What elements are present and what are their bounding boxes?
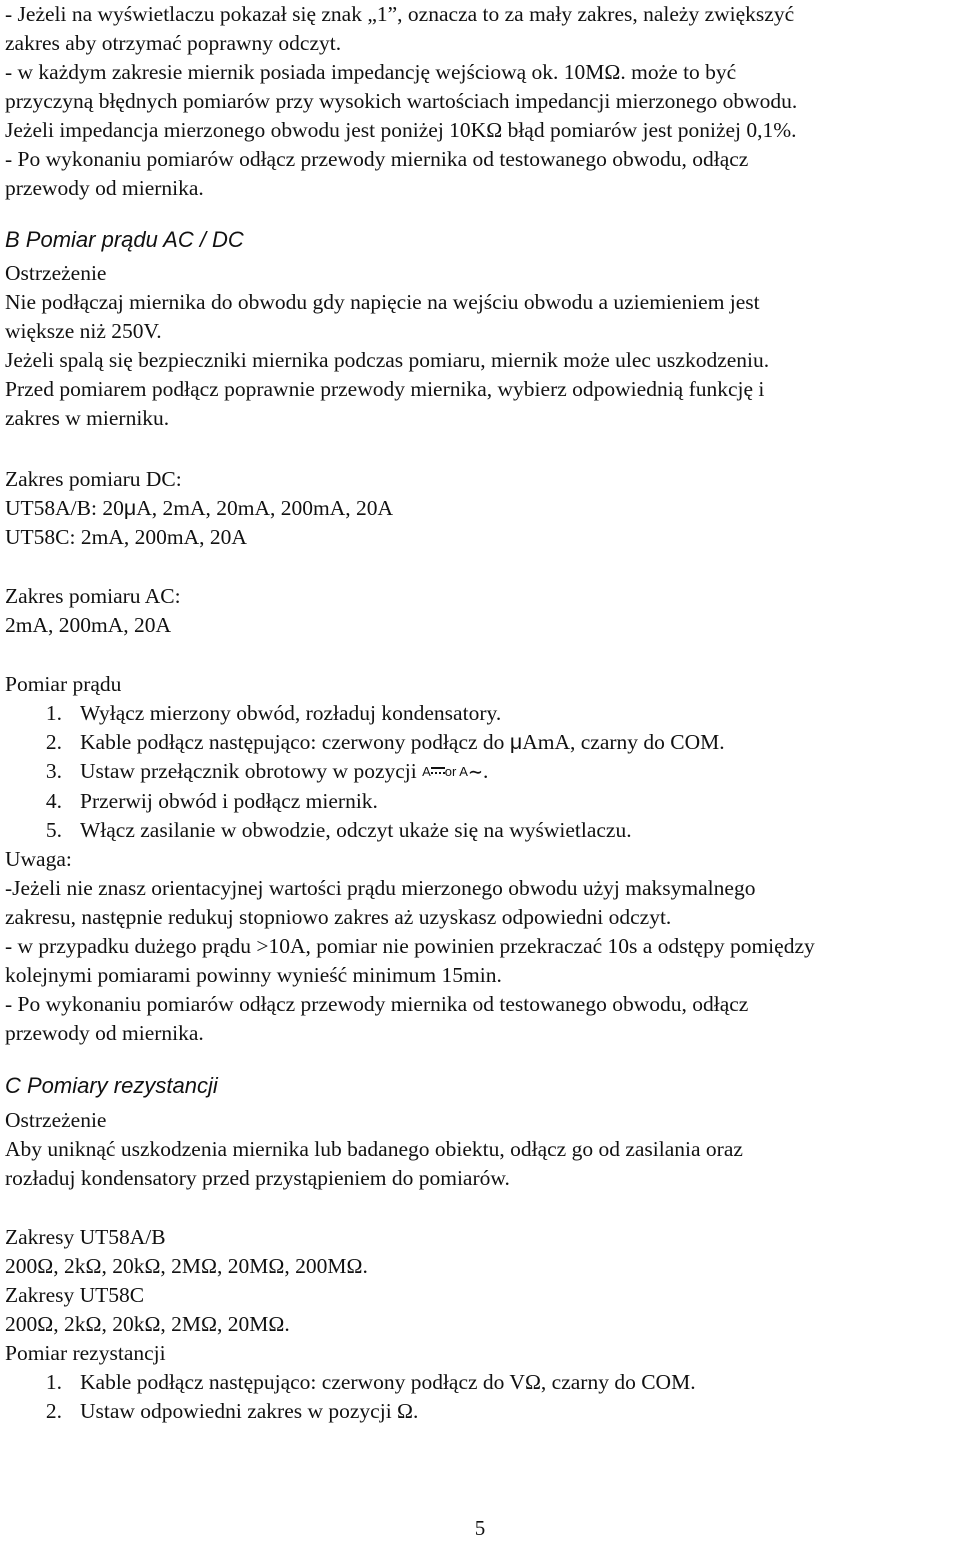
warning-line-4: Przed pomiarem podłącz poprawnie przewody miernika, wybierz odpowiednią funkcję i: [5, 377, 765, 401]
warning-line-2: większe niż 250V.: [5, 319, 162, 343]
ranges-ut58ab-values: 200Ω, 2kΩ, 20kΩ, 2MΩ, 20MΩ, 200MΩ.: [5, 1254, 368, 1278]
warning-line-2: rozładuj kondensatory przed przystąpieniem do pomiarów.: [5, 1166, 510, 1190]
warning-line-5: zakres w mierniku.: [5, 406, 170, 430]
dc-ut58ab-prefix: UT58A/B: 20: [5, 496, 124, 520]
dc-current-icon: A or A: [422, 764, 468, 779]
dc-ut58c: UT58C: 2mA, 200mA, 20A: [5, 525, 247, 549]
warning-line-1: Aby uniknąć uszkodzenia miernika lub badanego obiektu, odłącz go od zasilania oraz: [5, 1137, 743, 1161]
dc-title: Zakres pomiaru DC:: [5, 467, 182, 491]
intro-block: [5, 0, 797, 203]
current-procedure: [5, 670, 815, 1048]
dc-ranges: [5, 465, 393, 552]
ranges-ut58c-values: 200Ω, 2kΩ, 20kΩ, 2MΩ, 20MΩ.: [5, 1312, 290, 1336]
step-text: Wyłącz mierzony obwód, rozładuj kondensatory.: [80, 701, 502, 725]
micro-symbol: μ: [509, 730, 523, 754]
step-text-suffix: AmA, czarny do COM.: [522, 730, 725, 754]
list-item: [5, 1368, 696, 1397]
warning-title: Ostrzeżenie: [5, 1108, 107, 1132]
intro-line-3: - w każdym zakresie miernik posiada impedancję wejściową ok. 10MΩ. może to być: [5, 60, 737, 84]
step-number: 2.: [45, 1399, 62, 1423]
note-line-1: -Jeżeli nie znasz orientacyjnej wartości prądu mierzonego obwodu użyj maksymalnego: [5, 876, 756, 900]
note-line-3: - w przypadku dużego prądu >10A, pomiar nie powinien przekraczać 10s a odstępy pomiędzy: [5, 934, 815, 958]
page-number: 5: [474, 1516, 486, 1540]
step-text: [80, 757, 488, 787]
step-text: [80, 728, 725, 757]
warning-title: Ostrzeżenie: [5, 261, 107, 285]
micro-symbol: μ: [123, 496, 137, 520]
intro-line-1: - Jeżeli na wyświetlaczu pokazał się znak „1”, oznacza to za mały zakres, należy zwiększyć: [5, 2, 795, 26]
intro-line-6: - Po wykonaniu pomiarów odłącz przewody miernika od testowanego obwodu, odłącz: [5, 147, 749, 171]
step-number: 4.: [45, 789, 62, 813]
list-item: [5, 699, 815, 728]
step-number: 1.: [45, 1370, 62, 1394]
ac-symbol-icon: ∼: [467, 762, 484, 782]
procedure-title: Pomiar prądu: [5, 672, 122, 696]
warning-line-3: Jeżeli spalą się bezpieczniki miernika podczas pomiaru, miernik może ulec uszkodzeniu.: [5, 348, 770, 372]
step-text-prefix: Ustaw przełącznik obrotowy w pozycji: [80, 759, 423, 783]
step-text: Kable podłącz następująco: czerwony podłącz do VΩ, czarny do COM.: [80, 1370, 696, 1394]
ac-values: 2mA, 200mA, 20A: [5, 613, 172, 637]
step-text: Włącz zasilanie w obwodzie, odczyt ukaże się na wyświetlaczu.: [80, 818, 632, 842]
section-b-warning: [5, 259, 769, 433]
note-title: Uwaga:: [5, 847, 72, 871]
resistance-ranges: [5, 1223, 696, 1426]
dc-ut58ab: [5, 494, 393, 523]
dc-ut58ab-suffix: A, 2mA, 20mA, 200mA, 20A: [136, 496, 394, 520]
step-text: Ustaw odpowiedni zakres w pozycji Ω.: [80, 1399, 419, 1423]
intro-line-7: przewody od miernika.: [5, 176, 204, 200]
intro-line-5: Jeżeli impedancja mierzonego obwodu jest poniżej 10KΩ błąd pomiarów jest poniżej 0,1%.: [5, 118, 797, 142]
ranges-ut58c-title: Zakresy UT58C: [5, 1283, 145, 1307]
ranges-ut58ab-title: Zakresy UT58A/B: [5, 1225, 166, 1249]
list-item: [5, 816, 815, 845]
section-c-warning: [5, 1106, 743, 1193]
ac-ranges: [5, 582, 181, 640]
step-text: Przerwij obwód i podłącz miernik.: [80, 789, 378, 813]
warning-line-1: Nie podłączaj miernika do obwodu gdy napięcie na wejściu obwodu a uziemieniem jest: [5, 290, 760, 314]
list-item: [5, 728, 815, 757]
section-c-heading: C Pomiary rezystancji: [5, 1073, 218, 1098]
ac-title: Zakres pomiaru AC:: [5, 584, 181, 608]
list-item: [5, 1397, 696, 1426]
list-item: [5, 757, 815, 787]
list-item: [5, 787, 815, 816]
note-line-4: kolejnymi pomiarami powinny wynieść minimum 15min.: [5, 963, 502, 987]
dc-symbol-icon: [431, 766, 445, 776]
step-text-suffix: .: [483, 759, 489, 783]
intro-line-4: przyczyną błędnych pomiarów przy wysokich wartościach impedancji mierzonego obwodu.: [5, 89, 798, 113]
procedure-title: Pomiar rezystancji: [5, 1341, 166, 1365]
step-number: 5.: [45, 818, 62, 842]
step-number: 1.: [45, 701, 62, 725]
note-line-6: przewody od miernika.: [5, 1021, 204, 1045]
intro-line-2: zakres aby otrzymać poprawny odczyt.: [5, 31, 342, 55]
step-number: 3.: [45, 759, 62, 783]
note-line-5: - Po wykonaniu pomiarów odłącz przewody miernika od testowanego obwodu, odłącz: [5, 992, 749, 1016]
section-b-heading: B Pomiar prądu AC / DC: [5, 227, 244, 252]
note-line-2: zakresu, następnie redukuj stopniowo zakres aż uzyskasz odpowiedni odczyt.: [5, 905, 672, 929]
step-number: 2.: [45, 730, 62, 754]
step-text-prefix: Kable podłącz następująco: czerwony podłącz do: [80, 730, 510, 754]
